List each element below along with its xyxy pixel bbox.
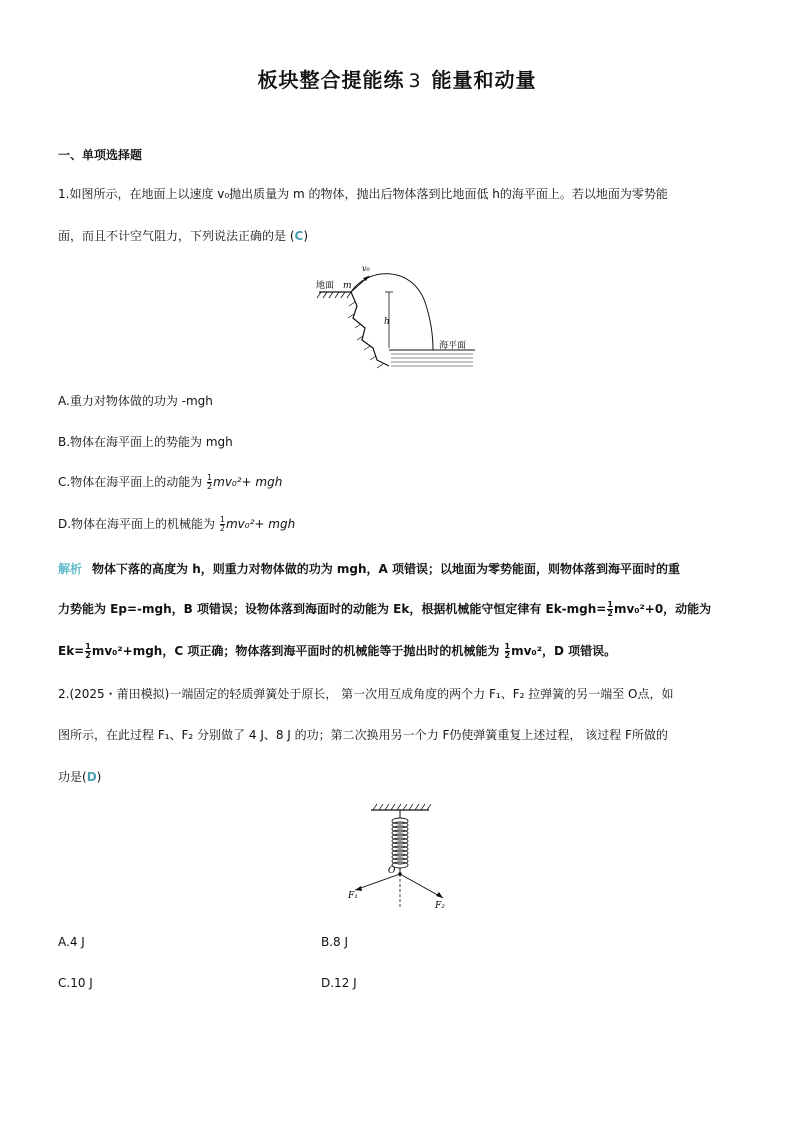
q1-fig-mass-label: m — [343, 281, 352, 291]
page-title — [0, 64, 794, 93]
q1-fig-height-label: h — [384, 317, 390, 327]
q2-stem-line1: 2.(2025・莆田模拟)一端固定的轻质弹簧处于原长， 第一次用互成角度的两个力 F₁、F₂ 拉弹簧的另一端至 O点，如 — [58, 687, 674, 701]
q1-stem-line2 — [58, 228, 308, 244]
q2-option-a[interactable]: A.4 J — [58, 935, 85, 949]
q1-stem-line1: 1.如图所示，在地面上以速度 v₀抛出质量为 m 的物体，抛出后物体落到比地面低 h的海平面上。若以地面为零势能 — [58, 187, 668, 201]
q2-stem-close: ) — [96, 770, 102, 784]
section-heading: 一、单项选择题 — [58, 148, 143, 162]
q2-fig-point-label: O — [388, 866, 396, 876]
fraction-half: $\frac{1}{2}$ — [607, 600, 613, 618]
q2-stem-line2: 图所示，在此过程 F₁、F₂ 分别做了 4 J、8 J 的功；第二次换用另一个力 F仍使弹簧重复上述过程， 该过程 F所做的 — [58, 728, 668, 742]
solution-text-2b: mv₀²+0，动能为 — [613, 602, 712, 616]
q1-stem-close: ) — [303, 229, 308, 243]
q1-stem-text: 面，而且不计空气阻力，下列说法正确的是 ( — [58, 229, 295, 243]
solution-text-1: 物体下落的高度为 h，则重力对物体做的功为 mgh，A 项错误；以地面为零势能面，则物体落到海平面时的重 — [92, 562, 681, 576]
q1-answer: C — [294, 229, 304, 243]
solution-text-3b: mv₀²+mgh，C 项正确；物体落到海平面时的机械能等于抛出时的机械能为 — [91, 644, 500, 658]
q2-stem-text: 功是( — [58, 770, 87, 784]
q2-option-c[interactable]: C.10 J — [58, 976, 93, 990]
q1-option-d-text: D.物体在海平面上的机械能为 — [58, 517, 216, 531]
q2-fig-force2-label: F₂ — [435, 901, 445, 911]
q1-fig-ground-label: 地面 — [316, 281, 335, 291]
solution-line1 — [58, 561, 680, 577]
solution-text-3a: Ek= — [58, 644, 85, 658]
q2-stem-line3 — [58, 769, 101, 785]
q2-option-d[interactable]: D.12 J — [321, 976, 357, 990]
solution-tag: 解析 — [58, 562, 83, 576]
fraction-half: $\frac{1}{2}$ — [219, 515, 225, 533]
q1-figure — [315, 262, 485, 374]
q1-option-c[interactable] — [58, 474, 282, 491]
solution-line2 — [58, 601, 711, 618]
title-sub: 能量和动量 — [431, 68, 537, 92]
q2-fig-force1-label: F₁ — [348, 891, 358, 901]
q1-option-d-expr: mv₀²+ mgh — [225, 517, 296, 531]
fraction-half: $\frac{1}{2}$ — [85, 642, 91, 660]
solution-text-2a: 力势能为 Ep=-mgh，B 项错误；设物体落到海面时的动能为 Ek，根据机械能守恒定律有 Ek-mgh= — [58, 602, 607, 616]
fraction-half: $\frac{1}{2}$ — [207, 473, 213, 491]
q1-option-c-expr: mv₀²+ mgh — [213, 475, 283, 489]
fraction-half: $\frac{1}{2}$ — [504, 642, 511, 660]
solution-line3 — [58, 643, 616, 660]
title-number: 3 — [408, 70, 422, 92]
q1-option-d[interactable] — [58, 516, 295, 533]
q2-figure — [345, 800, 455, 915]
q2-option-b[interactable]: B.8 J — [321, 935, 349, 949]
title-main: 板块整合提能练 — [257, 68, 405, 92]
q1-option-c-text: C.物体在海平面上的动能为 — [58, 475, 203, 489]
solution-text-3c: mv₀²，D 项错误。 — [511, 644, 617, 658]
q1-fig-sea-label: 海平面 — [439, 341, 467, 351]
q1-option-a[interactable]: A.重力对物体做的功为 -mgh — [58, 394, 213, 408]
q2-answer: D — [86, 770, 97, 784]
q1-fig-velocity-label: v₀ — [362, 264, 370, 273]
q1-option-b[interactable]: B.物体在海平面上的势能为 mgh — [58, 435, 233, 449]
